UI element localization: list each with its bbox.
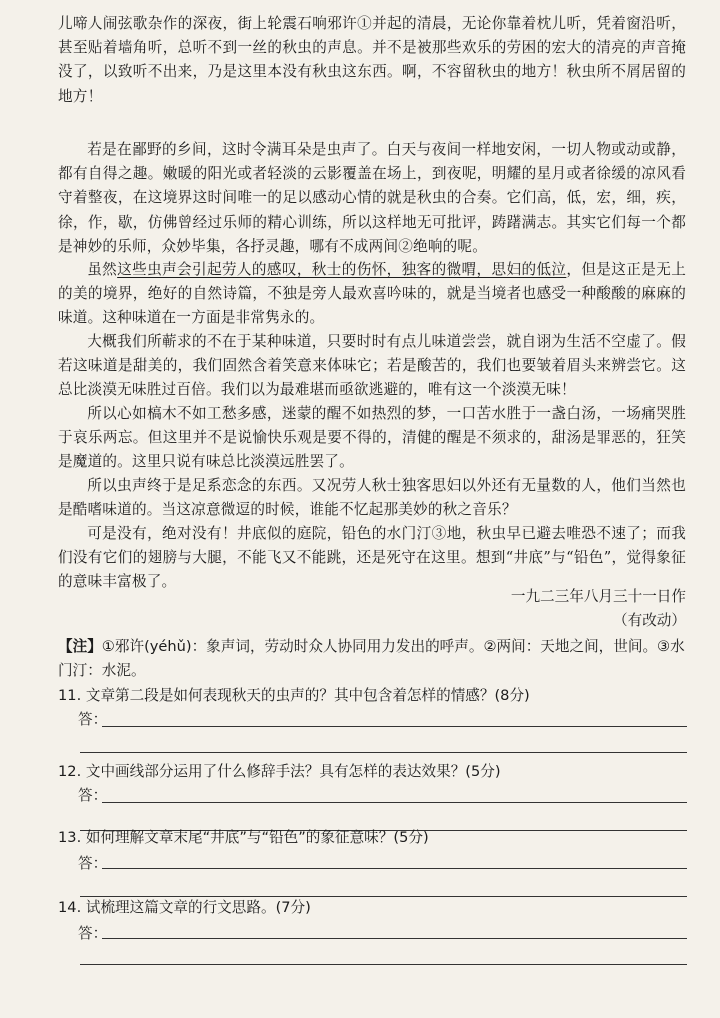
answer-line-14a[interactable] bbox=[102, 938, 687, 939]
answer-line-12a[interactable] bbox=[102, 802, 687, 803]
underlined-sentence: 这些虫声会引起劳人的感叹，秋士的伤怀，独客的微喟，思妇的低泣 bbox=[117, 261, 567, 278]
composition-date: 一九二三年八月三十一日作 bbox=[510, 588, 686, 605]
adapted-note: （有改动） bbox=[613, 612, 686, 629]
answer-label-11: 答： bbox=[78, 711, 108, 728]
question-13: 13. 如何理解文章末尾“井底”与“铅色”的象征意味？(5分) bbox=[58, 829, 429, 846]
passage-paragraph-1: 儿啼人闹弦歌杂作的深夜，街上轮震石响邪许①并起的清晨，无论你靠着枕儿听，凭着窗沿听，甚至贴着墙角听，总听不到一丝的秋虫的声息。并不是被那些欢乐的劳困的宏大的清亮的声音掩没了，以致听不出来，乃是这里本没有秋虫这东西。啊，不容留秋虫的地方！秋虫所不屑居留的地方！ bbox=[58, 15, 686, 105]
question-14: 14. 试梳理这篇文章的行文思路。(7分) bbox=[58, 899, 311, 916]
passage-paragraph-2: 若是在鄙野的乡间，这时令满耳朵是虫声了。白天与夜间一样地安闲，一切人物或动或静，都有自得之趣。嫩暖的阳光或者轻淡的云影覆盖在场上，到夜呢，明耀的星月或者徐缓的凉风看守着整夜，在这境界这时间唯一的足以感动心情的就是秋虫的合奏。它们高，低，宏，细，疾，徐，作，歇，仿佛曾经过乐师的精心训练，所以这样地无可批评，踌躇满志。其实它们每一个都是神妙的乐师，众妙毕集，各抒灵趣，哪有不成两间②绝响的呢。 bbox=[58, 141, 686, 255]
answer-label-12: 答： bbox=[78, 787, 108, 804]
passage-paragraph-6: 所以虫声终于是足系恋念的东西。又况劳人秋士独客思妇以外还有无量数的人，他们当然也是酷嗜味道的。当这凉意微逗的时候，谁能不忆起那美妙的秋之音乐？ bbox=[58, 477, 686, 519]
passage-paragraph-4: 大概我们所蕲求的不在于某种味道，只要时时有点儿味道尝尝，就自诩为生活不空虚了。假若这味道是甜美的，我们固然含着笑意来体味它；若是酸苦的，我们也要皱着眉头来辨尝它。这总比淡漠无味胜过百倍。我们以为最难堪而亟欲逃避的，唯有这一个淡漠无味！ bbox=[58, 333, 686, 399]
paragraph-3-lead: 虽然 bbox=[87, 261, 118, 278]
footnotes bbox=[58, 635, 686, 683]
paragraph-3-rest: ，但是这正是无上的美的境界，绝好的自然诗篇，不独是旁人最欢喜吟味的，就是当境者也感受一种酸酸的麻麻的味道。这种味道在一方面是非常隽永的。 bbox=[58, 261, 686, 327]
answer-line-11a[interactable] bbox=[102, 726, 687, 727]
question-12: 12. 文中画线部分运用了什么修辞手法？具有怎样的表达效果？(5分) bbox=[58, 763, 501, 780]
footnotes-label: 【注】 bbox=[58, 638, 102, 655]
passage-paragraph-5: 所以心如槁木不如工愁多感，迷蒙的醒不如热烈的梦，一口苦水胜于一盏白汤，一场痛哭胜于哀乐两忘。但这里并不是说愉快乐观是要不得的，清健的醒是不须求的，甜汤是罪恶的，狂笑是魔道的。这里只说有味总比淡漠远胜罢了。 bbox=[58, 405, 686, 471]
passage-paragraph-3 bbox=[58, 258, 686, 331]
answer-line-13a[interactable] bbox=[102, 868, 687, 869]
answer-line-14b[interactable] bbox=[80, 964, 687, 965]
answer-label-14: 答： bbox=[78, 925, 108, 942]
footnotes-text: ①邪许(yéhǔ)：象声词，劳动时众人协同用力发出的呼声。②两间：天地之间，世间。③水门汀：水泥。 bbox=[58, 638, 685, 679]
passage-paragraph-7: 可是没有，绝对没有！井底似的庭院，铅色的水门汀③地，秋虫早已避去唯恐不速了；而我们没有它们的翅膀与大腿，不能飞又不能跳，还是死守在这里。想到“井底”与“铅色”，觉得象征的意味丰富极了。 bbox=[58, 525, 686, 591]
answer-line-11b[interactable] bbox=[80, 752, 687, 753]
answer-label-13: 答： bbox=[78, 855, 108, 872]
question-11: 11. 文章第二段是如何表现秋天的虫声的？其中包含着怎样的情感？(8分) bbox=[58, 687, 530, 704]
